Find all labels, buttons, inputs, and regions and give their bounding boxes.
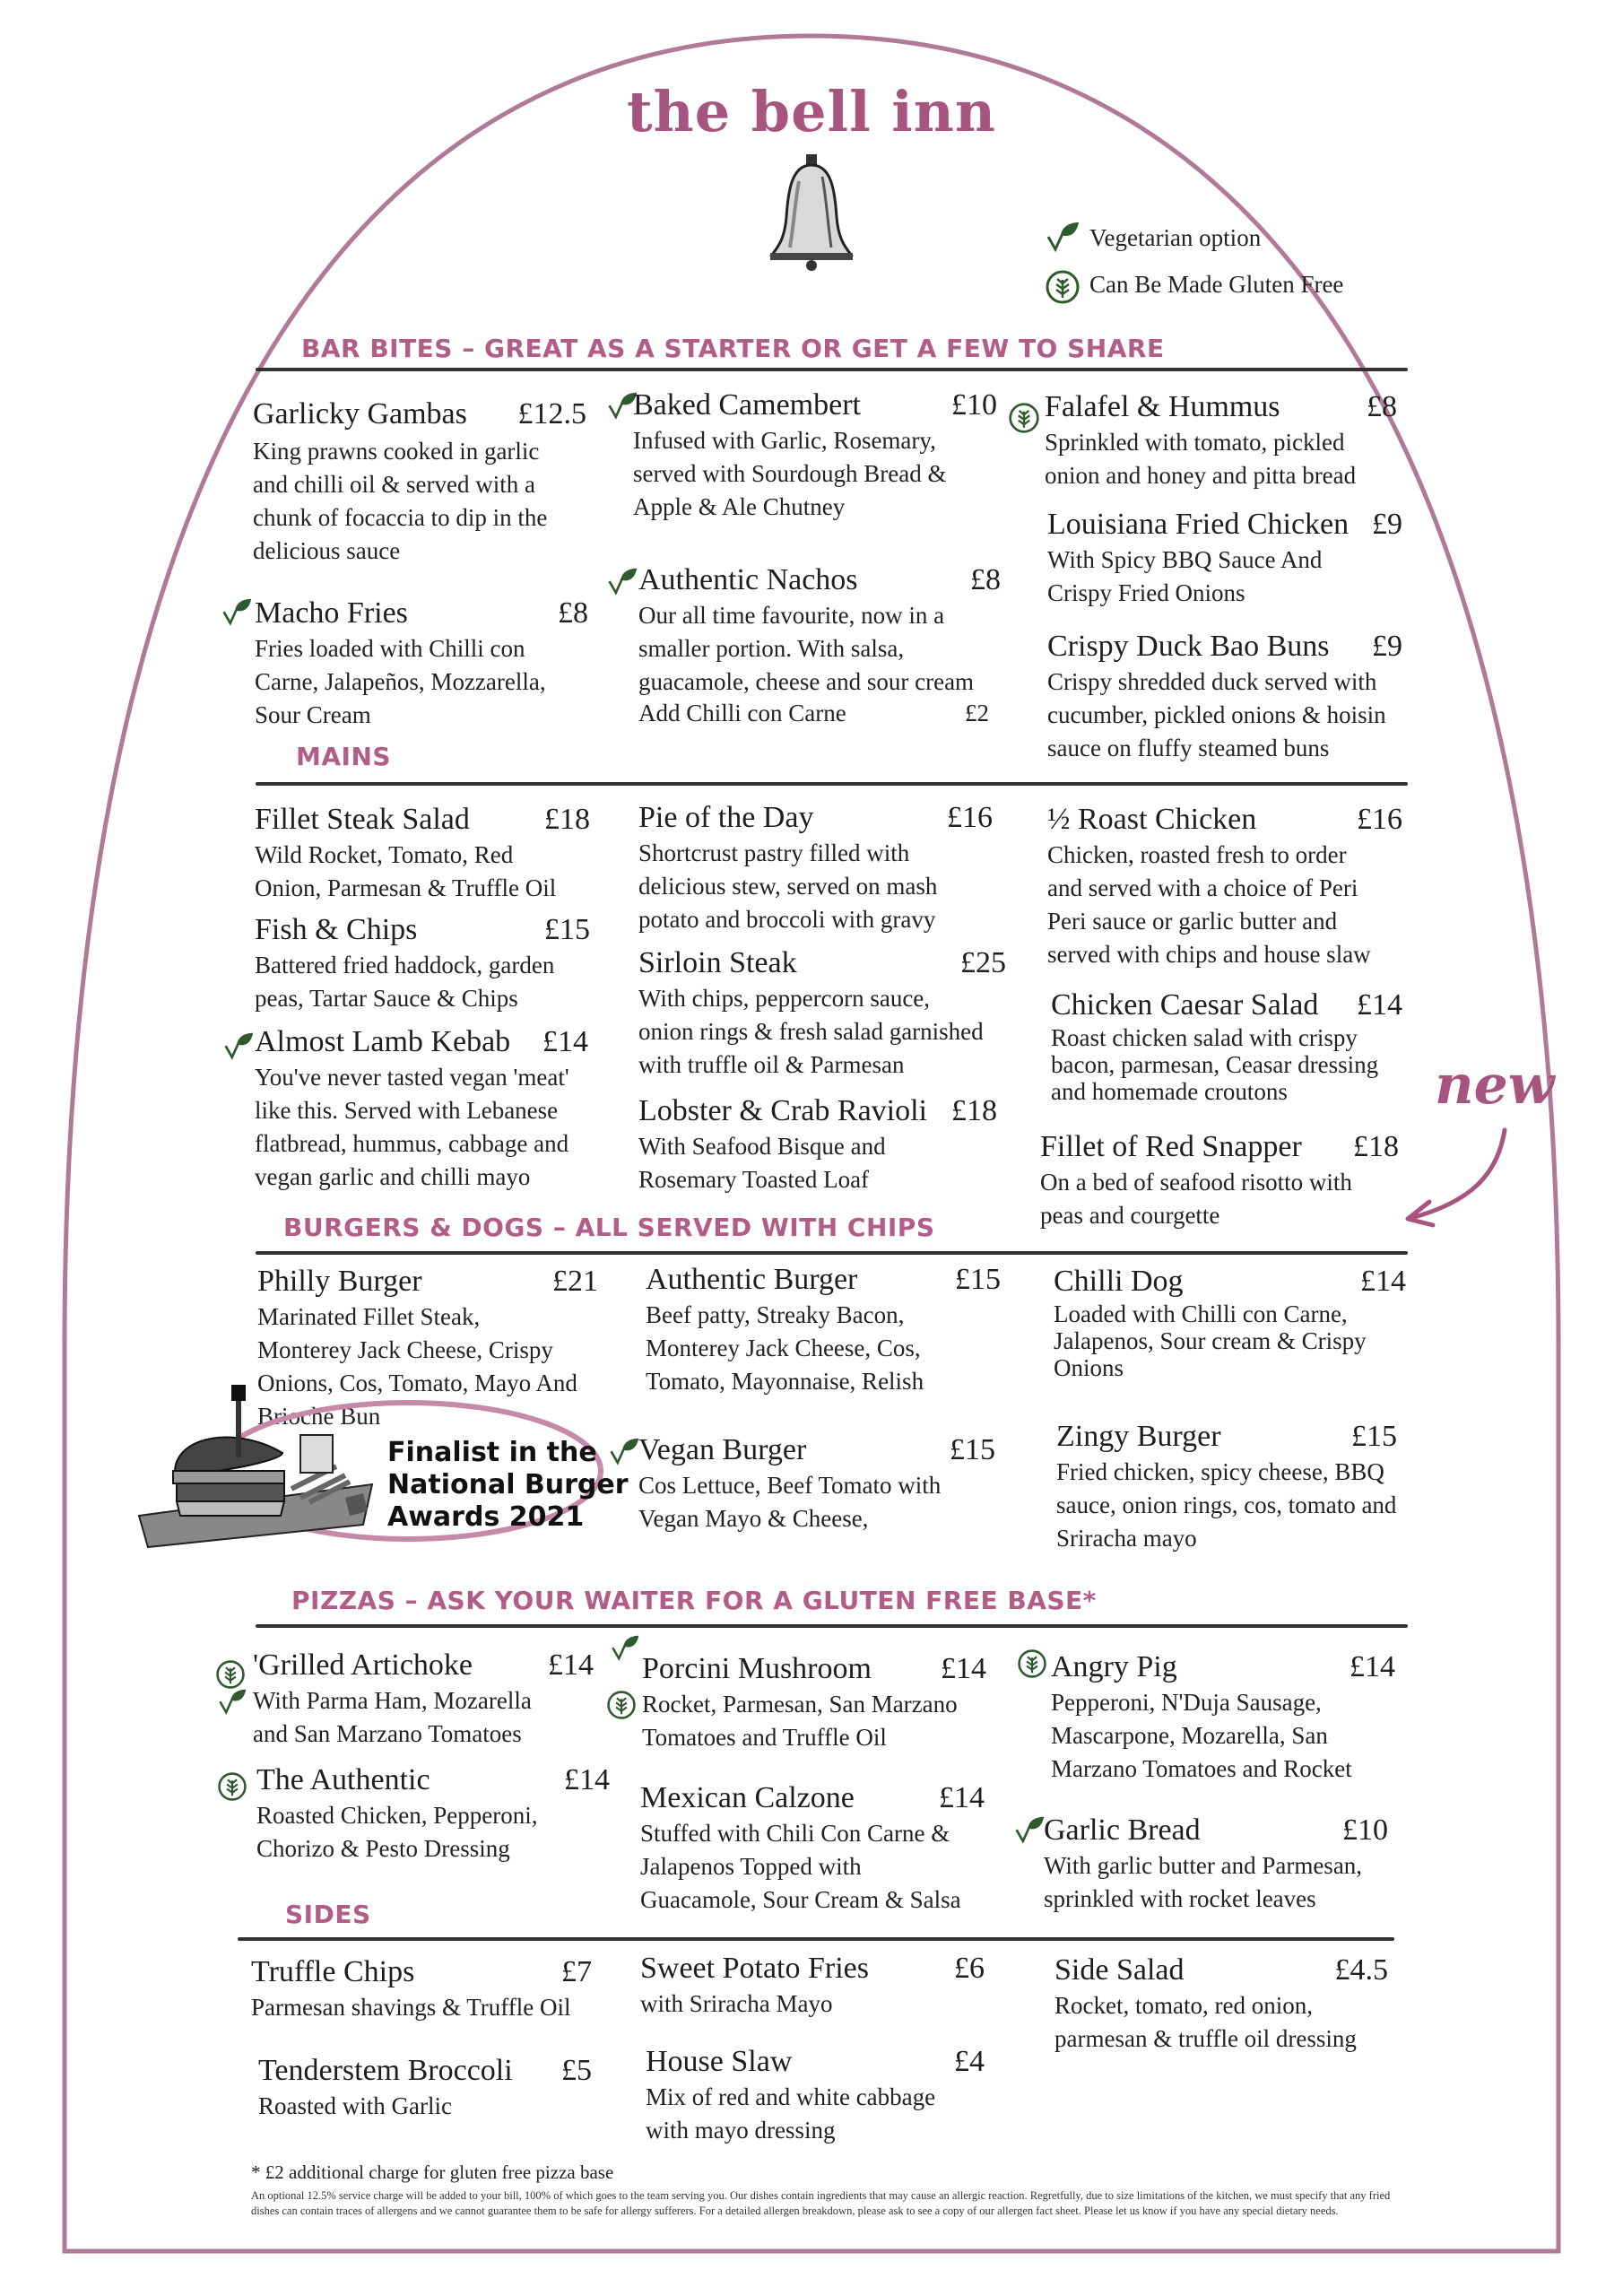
item-name: Crispy Duck Bao Buns (1047, 630, 1330, 663)
leaf-icon (1013, 1815, 1046, 1848)
item-desc: Pepperoni, N'Duja Sausage, Mascarpone, Mozarella, San Marzano Tomatoes and Rocket (1051, 1689, 1352, 1782)
item-name: Sirloin Steak (638, 946, 797, 979)
item-name: 'Grilled Artichoke (253, 1648, 473, 1682)
item-desc: Fried chicken, spicy cheese, BBQ sauce, onion rings, cos, tomato and Sriracha mayo (1056, 1458, 1397, 1552)
item-name: Chicken Caesar Salad (1051, 988, 1319, 1022)
item-price: £14 (1350, 1650, 1395, 1683)
leaf-icon (222, 1031, 255, 1064)
item-name: Fillet of Red Snapper (1040, 1130, 1302, 1163)
section-burgers-dogs: BURGERS & DOGS – ALL SERVED WITH CHIPS (283, 1213, 935, 1242)
divider (256, 1251, 1408, 1255)
item-desc: Loaded with Chilli con Carne, Jalapenos, Sour cream & Crispy Onions (1054, 1300, 1367, 1381)
wheat-icon (606, 1690, 637, 1720)
item-price: £18 (544, 803, 590, 836)
section-mains: MAINS (296, 742, 392, 771)
item-price: £8 (558, 596, 588, 630)
item-desc: Infused with Garlic, Rosemary, served with Sourdough Bread & Apple & Ale Chutney (633, 427, 947, 520)
item-desc: with Sriracha Mayo (640, 1990, 833, 2017)
item-desc: Rocket, Parmesan, San Marzano Tomatoes and Truffle Oil (642, 1691, 958, 1751)
item-price: £14 (1360, 1265, 1406, 1298)
nachos-extra-label: Add Chilli con Carne (638, 700, 846, 726)
item-desc: Cos Lettuce, Beef Tomato with Vegan Mayo & Cheese, (638, 1472, 942, 1532)
item-name: Authentic Burger (646, 1263, 858, 1296)
item-name: Philly Burger (257, 1265, 422, 1298)
item-desc: King prawns cooked in garlic and chilli oil & served with a chunk of focaccia to dip in the delicious sauce (253, 438, 548, 564)
item-price: £21 (552, 1265, 598, 1298)
item-price: £10 (1342, 1813, 1388, 1847)
item-desc: Shortcrust pastry filled with delicious stew, served on mash potato and broccoli with gravy (638, 839, 938, 933)
wheat-icon (217, 1771, 247, 1802)
item-price: £14 (941, 1652, 986, 1685)
item-desc: With Seafood Bisque and Rosemary Toasted Loaf (638, 1133, 886, 1193)
item-desc: With garlic butter and Parmesan, sprinkled with rocket leaves (1044, 1852, 1363, 1912)
gluten-free-footnote: * £2 additional charge for gluten free pizza base (251, 2161, 614, 2183)
divider (256, 782, 1408, 786)
wheat-icon (1045, 269, 1081, 305)
item-name: Fish & Chips (255, 913, 418, 946)
item-price: £16 (947, 801, 993, 834)
item-price: £10 (951, 388, 997, 422)
item-price: £15 (1351, 1420, 1397, 1453)
item-price: £18 (951, 1094, 997, 1127)
item-price: £8 (970, 563, 1001, 596)
item-desc: Our all time favourite, now in a smaller portion. With salsa, guacamole, cheese and sour cream (638, 602, 975, 695)
item-desc: Wild Rocket, Tomato, Red Onion, Parmesan & Truffle Oil (255, 841, 557, 901)
leaf-icon (606, 567, 638, 599)
item-name: Mexican Calzone (640, 1781, 855, 1814)
item-name: Lobster & Crab Ravioli (638, 1094, 928, 1127)
restaurant-title: the bell inn (627, 79, 996, 144)
item-desc: With Parma Ham, Mozarella and San Marzano Tomatoes (253, 1687, 532, 1747)
item-desc: Sprinkled with tomato, pickled onion and honey and pitta bread (1045, 429, 1357, 489)
item-name: ½ Roast Chicken (1047, 803, 1257, 836)
item-name: Authentic Nachos (638, 563, 858, 596)
item-price: £9 (1372, 508, 1402, 541)
item-name: Almost Lamb Kebab (255, 1025, 511, 1058)
item-name: Tenderstem Broccoli (258, 2054, 513, 2087)
item-desc: You've never tasted vegan 'meat' like this. Served with Lebanese flatbread, hummus, cabbage and vegan garlic and chilli mayo (255, 1064, 569, 1190)
item-name: Truffle Chips (251, 1955, 415, 1988)
item-price: £16 (1357, 803, 1402, 836)
section-sides: SIDES (285, 1900, 371, 1929)
item-desc: With chips, peppercorn sauce, onion rings & fresh salad garnished with truffle oil & Parmesan (638, 985, 984, 1078)
item-desc: Battered fried haddock, garden peas, Tartar Sauce & Chips (255, 952, 555, 1012)
item-name: Macho Fries (255, 596, 408, 630)
item-desc: Mix of red and white cabbage with mayo dressing (646, 2083, 936, 2144)
item-name: Pie of the Day (638, 801, 814, 834)
item-desc: Roast chicken salad with crispy bacon, parmesan, Ceasar dressing and homemade croutons (1051, 1024, 1379, 1105)
item-desc: Chicken, roasted fresh to order and served with a choice of Peri Peri sauce or garlic butter and served with chips and house slaw (1047, 841, 1371, 968)
item-price: £12.5 (517, 397, 586, 430)
leaf-icon (608, 1437, 640, 1469)
item-name: Vegan Burger (638, 1433, 807, 1466)
arrow-icon (1399, 1112, 1524, 1229)
divider (256, 368, 1408, 371)
item-desc: Beef patty, Streaky Bacon, Monterey Jack Cheese, Cos, Tomato, Mayonnaise, Relish (646, 1301, 924, 1395)
item-price: £6 (954, 1952, 985, 1985)
item-desc: On a bed of seafood risotto with peas and courgette (1040, 1169, 1352, 1229)
item-desc: Crispy shredded duck served with cucumber, pickled onions & hoisin sauce on fluffy steamed buns (1047, 668, 1386, 761)
wheat-icon (1008, 402, 1040, 434)
section-pizzas: PIZZAS – ASK YOUR WAITER FOR A GLUTEN FREE BASE* (291, 1586, 1097, 1615)
item-name: Chilli Dog (1054, 1265, 1184, 1298)
item-desc: Marinated Fillet Steak, Monterey Jack Cheese, Crispy Onions, Cos, Tomato, Mayo And Brioche Bun (257, 1303, 577, 1430)
leaf-icon (217, 1688, 247, 1718)
divider (238, 1937, 1394, 1941)
nachos-extra-price: £2 (965, 700, 989, 726)
divider (256, 1624, 1408, 1628)
item-name: Sweet Potato Fries (640, 1952, 869, 1985)
item-name: Louisiana Fried Chicken (1047, 508, 1350, 541)
item-price: £7 (561, 1955, 592, 1988)
legend-vegetarian-label: Vegetarian option (1089, 224, 1262, 251)
allergen-small-print: An optional 12.5% service charge will be added to your bill, 100% of which goes to the team serving you. Our dishes contain ingredients that may cause an allergic reaction. Regretfully, due to size limitations of the kitchen, we must specify that any fried dishes can contain traces of allergens and we cannot guarantee them to be safe for allergy sufferers. For a detailed allergen breakdown, please ask to see a copy of our allergen fact sheet. Please let us know if you have any special dietary needs. (251, 2189, 1391, 2217)
leaf-icon (1045, 221, 1081, 257)
item-name: Zingy Burger (1056, 1420, 1221, 1453)
item-price: £14 (1357, 988, 1402, 1022)
item-price: £4 (954, 2045, 985, 2078)
wheat-icon (215, 1659, 246, 1690)
item-price: £4.5 (1334, 1953, 1388, 1987)
leaf-icon (221, 597, 253, 630)
bell-icon (767, 154, 856, 271)
item-price: £9 (1372, 630, 1402, 663)
item-price: £25 (960, 946, 1006, 979)
item-price: £5 (561, 2054, 592, 2087)
section-bar-bites: BAR BITES – GREAT AS A STARTER OR GET A FEW TO SHARE (301, 334, 1165, 363)
item-price: £14 (548, 1648, 594, 1682)
item-name: The Authentic (256, 1763, 430, 1796)
item-desc: Fries loaded with Chilli con Carne, Jalapeños, Mozzarella, Sour Cream (255, 635, 546, 728)
item-name: House Slaw (646, 2045, 793, 2078)
item-price: £14 (939, 1781, 985, 1814)
item-name: Angry Pig (1051, 1650, 1177, 1683)
item-price: £15 (955, 1263, 1001, 1296)
item-name: Side Salad (1055, 1953, 1185, 1987)
wheat-icon (1017, 1648, 1047, 1679)
item-name: Porcini Mushroom (642, 1652, 872, 1685)
item-name: Garlicky Gambas (253, 397, 467, 430)
item-desc: Roasted with Garlic (258, 2092, 452, 2119)
item-price: £18 (1353, 1130, 1399, 1163)
item-name: Fillet Steak Salad (255, 803, 470, 836)
leaf-icon (610, 1634, 640, 1665)
legend-gluten-free-label: Can Be Made Gluten Free (1089, 271, 1344, 298)
item-price: £15 (544, 913, 590, 946)
item-desc: Stuffed with Chili Con Carne & Jalapenos Topped with Guacamole, Sour Cream & Salsa (640, 1820, 961, 1913)
item-price: £14 (542, 1025, 588, 1058)
item-name: Baked Camembert (633, 388, 861, 422)
item-price: £15 (950, 1433, 995, 1466)
item-name: Garlic Bread (1044, 1813, 1201, 1847)
item-name: Falafel & Hummus (1045, 390, 1280, 423)
item-price: £14 (564, 1763, 610, 1796)
item-desc: With Spicy BBQ Sauce And Crispy Fried Onions (1047, 546, 1323, 606)
item-price: £8 (1367, 390, 1397, 423)
item-desc: Parmesan shavings & Truffle Oil (251, 1994, 571, 2021)
item-desc: Rocket, tomato, red onion, parmesan & truffle oil dressing (1055, 1992, 1357, 2052)
new-annotation: new (1435, 1054, 1555, 1117)
item-desc: Roasted Chicken, Pepperoni, Chorizo & Pesto Dressing (256, 1802, 538, 1862)
award-text: Finalist in the National Burger Awards 2021 (387, 1437, 629, 1533)
